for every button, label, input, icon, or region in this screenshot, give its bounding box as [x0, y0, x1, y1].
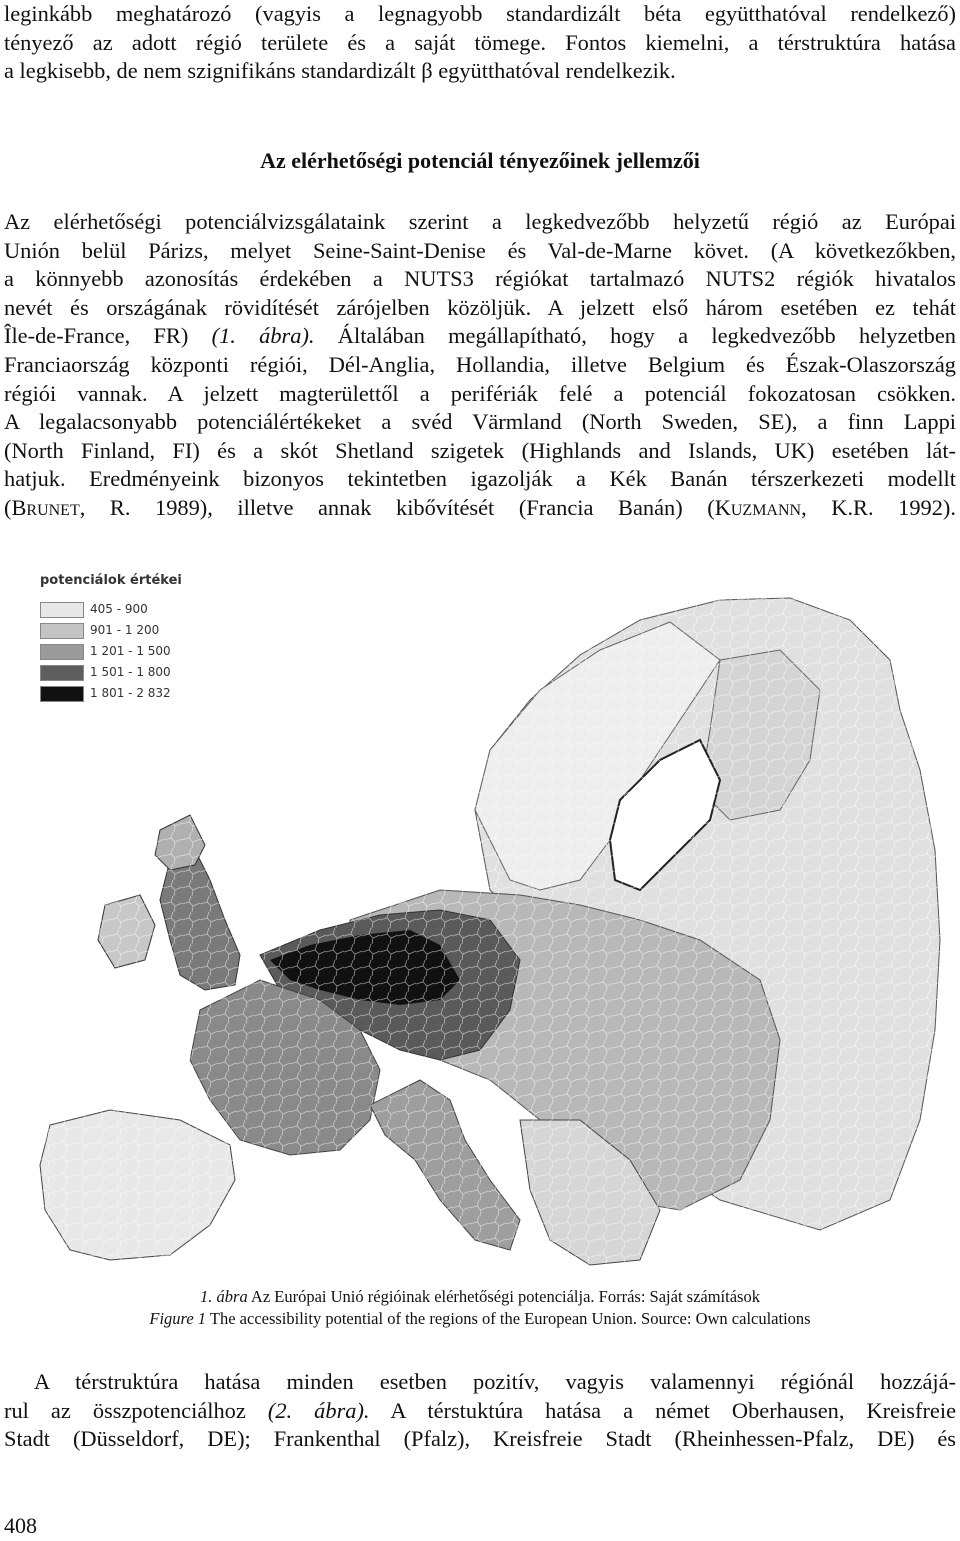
author-kuzmann: Kuzmann [714, 494, 802, 520]
line-rest: Általában megállapítható, hogy a legkedvezőbb helyzetben [314, 323, 957, 349]
legend-swatch [40, 602, 84, 618]
text-line: A legalacsonyabb potenciálértékeket a svéd Värmland (North Sweden, SE), a finn Lappi [4, 409, 956, 435]
text-line: Unión belül Párizs, melyet Seine-Saint-Denise és Val-de-Marne követ. (A következőkben, [4, 237, 956, 263]
legend-swatch [40, 665, 84, 681]
legend-swatch [40, 623, 84, 639]
legend-swatch [40, 644, 84, 660]
line-start: rul az összpotenciálhoz [4, 1397, 268, 1423]
legend-swatch [40, 686, 84, 702]
legend-label: 901 - 1 200 [90, 623, 160, 637]
text-line: a legkisebb, de nem szignifikáns standardizált β együtthatóval rendelkezik. [4, 58, 676, 84]
caption-hu-text: Az Európai Unió régióinak elérhetőségi potenciálja. Forrás: Saját számítások [247, 1287, 760, 1306]
text-line [4, 1397, 956, 1426]
citation-open: ( [4, 494, 12, 520]
text-line [4, 494, 956, 523]
text-line: hatjuk. Eredményeink bizonyos tekintetben igazolják a Kék Banán térszerkezeti modellt [4, 466, 956, 492]
text-line: Stadt (Düsseldorf, DE); Frankenthal (Pfalz), Kreisfreie Stadt (Rheinhessen-Pfalz, DE) és [4, 1426, 956, 1452]
legend-label: 1 801 - 2 832 [90, 686, 171, 700]
text-line: leginkább meghatározó (vagyis a legnagyobb standardizált béta együtthatóval rendelkező) [4, 1, 956, 26]
figure-reference: (1. ábra). [211, 323, 315, 349]
author-brunet: Brunet [11, 494, 80, 520]
caption-hu-label: 1. ábra [200, 1287, 248, 1306]
text-line: Franciaország központi régiói, Dél-Anglia, Hollandia, illetve Belgium és Észak-Olaszország [4, 351, 956, 377]
text-line: A térstruktúra hatása minden esetben pozitív, vagyis valamennyi régiónál hozzájá- [34, 1369, 956, 1394]
top-paragraph [4, 0, 956, 86]
text-line: a könnyebb azonosítás érdekében a NUTS3 régiókat tartalmazó NUTS2 régiók hivatalos [4, 266, 956, 292]
text-line: Az elérhetőségi potenciálvizsgálataink szerint a legkedvezőbb helyzetű régió az Európai [4, 209, 956, 234]
figure-reference: (2. ábra). [267, 1397, 370, 1423]
legend-label: 1 501 - 1 800 [90, 665, 171, 679]
section-heading: Az elérhetőségi potenciál tényezőinek jellemzői [260, 148, 700, 173]
bottom-paragraph [4, 1368, 956, 1454]
text-line: nevét és országának rövidítését zárójelben közöljük. A jelzett első három esetében ez tehát [4, 294, 956, 320]
text-line: tényező az adott régió területe és a saját tömege. Fontos kiemelni, a térstruktúra hatása [4, 29, 956, 55]
caption-en-label: Figure 1 [149, 1309, 207, 1328]
text-line: régiói vannak. A jelzett magterülettől a perifériák felé a potenciál fokozatosan csökken. [4, 380, 956, 406]
caption-en-text: The accessibility potential of the regions of the European Union. Source: Own calculations [206, 1309, 811, 1328]
citation-end: , K.R. 1992). [801, 494, 956, 520]
main-paragraph [4, 208, 956, 523]
text-line [4, 322, 956, 351]
legend-label: 1 201 - 1 500 [90, 644, 171, 658]
line-start: Île-de-France, FR) [4, 323, 212, 349]
line-rest: A térstuktúra hatása a német Oberhausen, Kreisfreie [369, 1397, 957, 1423]
legend-label: 405 - 900 [90, 602, 148, 616]
legend-title: potenciálok értékei [40, 573, 182, 588]
figure-caption-hu [0, 1286, 960, 1308]
citation-mid: , R. 1989), illetve annak kibővítését (Francia Banán) ( [79, 494, 715, 520]
page-number: 408 [4, 1513, 37, 1538]
text-line: (North Finland, FI) és a skót Shetland szigetek (Highlands and Islands, UK) esetében lát- [4, 437, 956, 463]
figure-caption-en [0, 1308, 960, 1330]
